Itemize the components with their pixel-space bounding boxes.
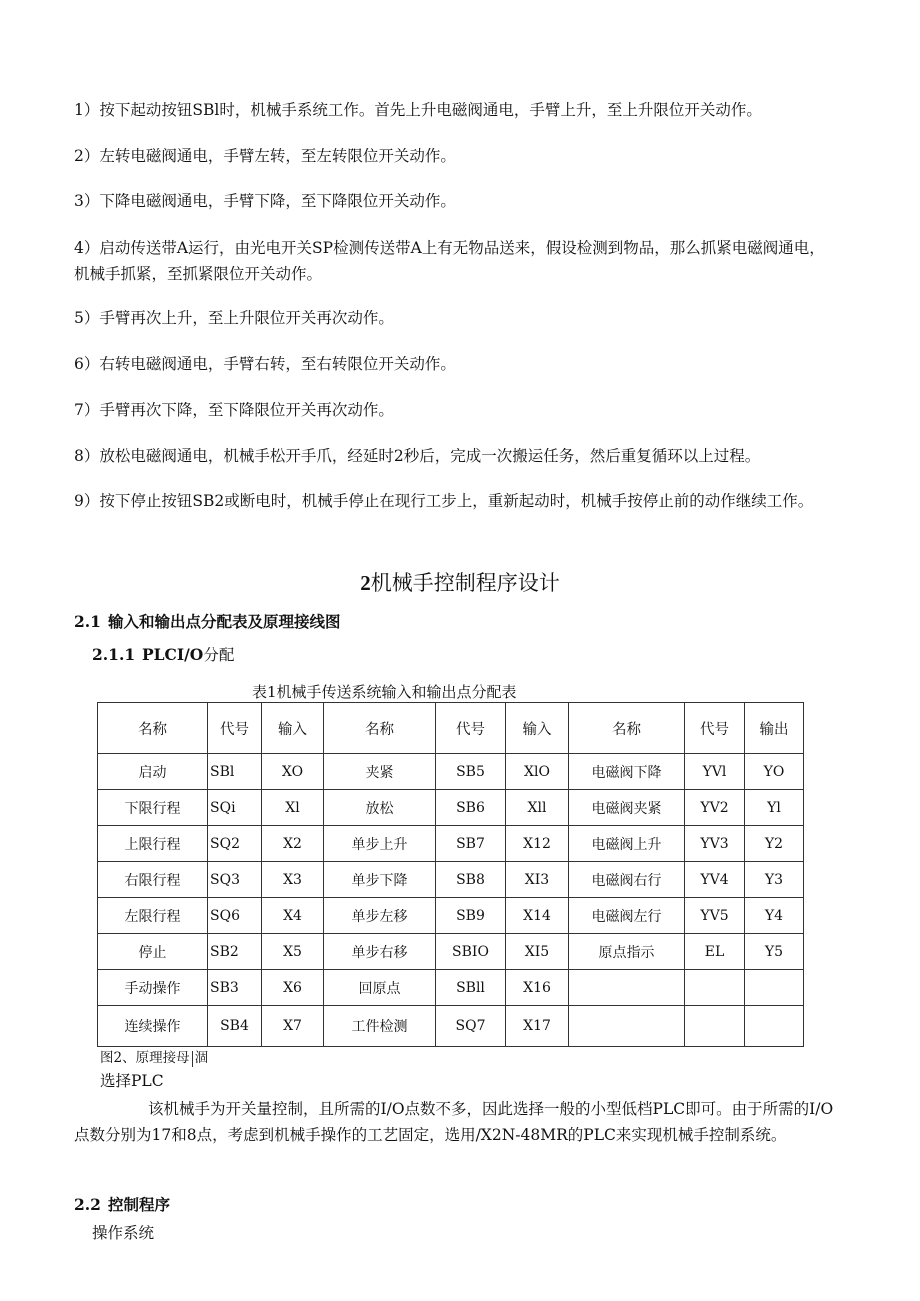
- header-output: 输出: [745, 703, 804, 754]
- table-cell: SB4: [208, 1006, 262, 1047]
- io-allocation-table: [97, 702, 804, 1047]
- choose-plc-paragraph: 该机械手为开关量控制，且所需的I/O点数不多，因此选择一般的小型低档PLC即可。由于所需的I/O点数分别为17和8点，考虑到机械手操作的工艺固定，选用/X2N-48MR的PLC来实现机械手控制系统。: [74, 1100, 834, 1144]
- table-cell: SB5: [436, 754, 506, 790]
- subsection-2-1-title: 输入和输出点分配表及原理接线图: [108, 612, 341, 631]
- table-header-row: [98, 703, 804, 754]
- table-cell: 放松: [324, 790, 436, 826]
- subsection-2-1-1-title-rest: 分配: [203, 646, 235, 664]
- header-code-3: 代号: [685, 703, 745, 754]
- table-cell: 工件检测: [324, 1006, 436, 1047]
- table-cell: 上限行程: [98, 826, 208, 862]
- table-cell: YVl: [685, 754, 745, 790]
- subsection-2-2-title: 控制程序: [108, 1195, 171, 1214]
- table-cell: Yl: [745, 790, 804, 826]
- table-cell: YV2: [685, 790, 745, 826]
- table-caption: 表1机械手传送系统输入和输出点分配表: [252, 683, 517, 701]
- figure-label: [100, 1046, 208, 1067]
- table-cell: [745, 970, 804, 1006]
- table-row: [98, 826, 804, 862]
- table-cell: 单步上升: [324, 826, 436, 862]
- table-cell: YV4: [685, 862, 745, 898]
- table-cell: SB6: [436, 790, 506, 826]
- table-cell: YO: [745, 754, 804, 790]
- table-cell: 右限行程: [98, 862, 208, 898]
- table-cell: [745, 1006, 804, 1047]
- table-cell: [569, 1006, 685, 1047]
- table-cell: X6: [262, 970, 324, 1006]
- step-4: 4）启动传送带A运行，由光电开关SP检测传送带A上有无物品送来，假设检测到物品，那么抓紧电磁阀通电，机械手抓紧，至抓紧限位开关动作。: [74, 239, 825, 283]
- table-cell: 手动操作: [98, 970, 208, 1006]
- step-2: 2）左转电磁阀通电，手臂左转，至左转限位开关动作。: [74, 147, 456, 165]
- table-cell: 单步右移: [324, 934, 436, 970]
- header-name-2: 名称: [324, 703, 436, 754]
- table-cell: X4: [262, 898, 324, 934]
- figure-label-text: 图2、原理接母: [100, 1050, 190, 1066]
- table-cell: X2: [262, 826, 324, 862]
- step-5: 5）手臂再次上升，至上升限位开关再次动作。: [74, 309, 394, 327]
- table-cell: SB3: [208, 970, 262, 1006]
- table-row: [98, 934, 804, 970]
- step-9: 9）按下停止按钮SB2或断电时，机械手停止在现行工步上，重新起动时，机械手按停止前的动作继续工作。: [74, 492, 814, 510]
- table-cell: Y3: [745, 862, 804, 898]
- subsection-2-1: [74, 610, 341, 632]
- table-cell: SQ3: [208, 862, 262, 898]
- step-7: 7）手臂再次下降，至下降限位开关再次动作。: [74, 401, 394, 419]
- table-row: [98, 754, 804, 790]
- subsection-2-1-1-title-bold: PLCI/O: [142, 645, 204, 664]
- operating-system-heading: 操作系统: [92, 1224, 155, 1242]
- table-cell: Y5: [745, 934, 804, 970]
- table-cell: SB2: [208, 934, 262, 970]
- step-3: 3）下降电磁阀通电，手臂下降，至下降限位开关动作。: [74, 192, 456, 210]
- table-cell: YV5: [685, 898, 745, 934]
- table-cell: 左限行程: [98, 898, 208, 934]
- table-cell: EL: [685, 934, 745, 970]
- table-cell: 电磁阀夹紧: [569, 790, 685, 826]
- table-cell: [685, 1006, 745, 1047]
- header-code-2: 代号: [436, 703, 506, 754]
- header-input-1: 输入: [262, 703, 324, 754]
- header-input-2: 输入: [506, 703, 569, 754]
- table-cell: 电磁阀左行: [569, 898, 685, 934]
- table-cell: Y2: [745, 826, 804, 862]
- step-8: 8）放松电磁阀通电，机械手松开手爪，经延时2秒后，完成一次搬运任务，然后重复循环以上过程。: [74, 447, 761, 465]
- subsection-2-1-number: 2.1: [74, 612, 101, 631]
- table-cell: X12: [506, 826, 569, 862]
- table-cell: [569, 970, 685, 1006]
- table-cell: XI3: [506, 862, 569, 898]
- header-name-1: 名称: [98, 703, 208, 754]
- table-cell: SQ7: [436, 1006, 506, 1047]
- table-cell: 原点指示: [569, 934, 685, 970]
- table-row: [98, 970, 804, 1006]
- table-cell: X3: [262, 862, 324, 898]
- step-6: 6）右转电磁阀通电，手臂右转，至右转限位开关动作。: [74, 355, 456, 373]
- subsection-2-2: [74, 1193, 170, 1215]
- table-cell: SQ6: [208, 898, 262, 934]
- table-cell: SBl: [208, 754, 262, 790]
- table-cell: 停止: [98, 934, 208, 970]
- table-cell: X16: [506, 970, 569, 1006]
- table-cell: YV3: [685, 826, 745, 862]
- table-cell: XI5: [506, 934, 569, 970]
- table-cell: SB8: [436, 862, 506, 898]
- table-row: [98, 862, 804, 898]
- table-cell: SB7: [436, 826, 506, 862]
- section-title: 机械手控制程序设计: [370, 571, 560, 595]
- table-cell: SB9: [436, 898, 506, 934]
- table-row: [98, 898, 804, 934]
- table-cell: Xll: [506, 790, 569, 826]
- table-cell: 夹紧: [324, 754, 436, 790]
- table-cell: 连续操作: [98, 1006, 208, 1047]
- table-row: [98, 790, 804, 826]
- table-cell: 下限行程: [98, 790, 208, 826]
- table-cell: 电磁阀右行: [569, 862, 685, 898]
- figure-label-suffix: 涸: [194, 1050, 209, 1066]
- table-cell: XO: [262, 754, 324, 790]
- header-code-1: 代号: [208, 703, 262, 754]
- section-number: 2: [360, 571, 371, 595]
- section-heading: [0, 567, 920, 597]
- choose-plc-heading: 选择PLC: [100, 1072, 164, 1090]
- figure-divider: [192, 1051, 193, 1067]
- table-row: [98, 1006, 804, 1047]
- subsection-2-1-1: [92, 643, 234, 665]
- table-cell: XlO: [506, 754, 569, 790]
- table-cell: Y4: [745, 898, 804, 934]
- header-name-3: 名称: [569, 703, 685, 754]
- table-cell: SBIO: [436, 934, 506, 970]
- table-cell: 单步下降: [324, 862, 436, 898]
- table-cell: 启动: [98, 754, 208, 790]
- table-cell: X7: [262, 1006, 324, 1047]
- table-cell: 单步左移: [324, 898, 436, 934]
- step-1: 1）按下起动按钮SBl时，机械手系统工作。首先上升电磁阀通电，手臂上升，至上升限位开关动作。: [74, 101, 762, 119]
- subsection-2-2-number: 2.2: [74, 1195, 101, 1214]
- table-cell: X17: [506, 1006, 569, 1047]
- table-cell: SBll: [436, 970, 506, 1006]
- table-cell: Xl: [262, 790, 324, 826]
- table-cell: SQ2: [208, 826, 262, 862]
- table-cell: 电磁阀上升: [569, 826, 685, 862]
- subsection-2-1-1-number: 2.1.1: [92, 645, 136, 664]
- table-cell: [685, 970, 745, 1006]
- table-cell: SQi: [208, 790, 262, 826]
- table-cell: 回原点: [324, 970, 436, 1006]
- table-cell: X14: [506, 898, 569, 934]
- table-cell: X5: [262, 934, 324, 970]
- table-cell: 电磁阀下降: [569, 754, 685, 790]
